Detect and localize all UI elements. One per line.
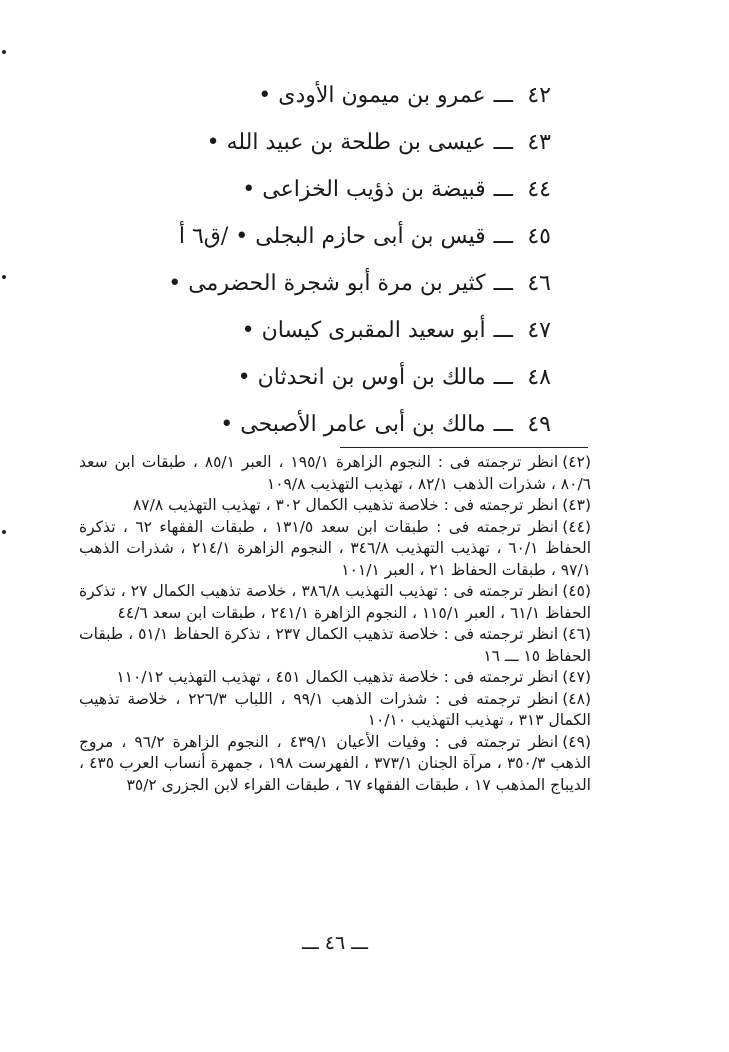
list-item [131, 354, 551, 401]
entry-number: ٤٥ [527, 224, 551, 249]
footnotes [79, 452, 591, 796]
narrator-list [131, 72, 551, 448]
footnote [79, 667, 591, 689]
footnote-text: انظر ترجمته فى : خلاصة تذهيب الكمال ٣٠٢ ، تهذيب التهذيب ٨٧/٨ [132, 496, 559, 514]
margin-dot [2, 50, 6, 54]
list-item [131, 260, 551, 307]
footnote-number: (٤٣) [562, 496, 591, 514]
footnote [79, 495, 591, 517]
entry-text: عيسى بن طلحة بن عبيد الله • [206, 130, 486, 155]
footnote-text: انظر ترجمته فى : طبقات ابن سعد ١٣١/٥ ، طبقات الفقهاء ٦٢ ، تذكرة الحفاظ ٦٠/١ ، تهذيب التهذيب ٣٤٦/٨ ، النجوم الزاهرة ٢١٤/١ ، شذرات الذهب ٩٧/١ ، طبقات الحفاظ ٢١ ، العبر ١٠١/١ [79, 517, 592, 579]
footnote [79, 689, 591, 732]
page-number: ـــ ٤٦ ـــ [302, 932, 368, 954]
entry-text: قيس بن أبى حازم البجلى • /ق٦ أ [178, 224, 486, 249]
footnote-text: انظر ترجمته فى : خلاصة تذهيب الكمال ٢٣٧ ، تذكرة الحفاظ ٥١/١ ، طبقات الحفاظ ١٥ ـــ ١٦ [79, 625, 591, 665]
entry-dash: ـــ [493, 318, 513, 343]
footnote [79, 581, 591, 624]
footnote [79, 732, 591, 797]
entry-dash: ـــ [493, 177, 513, 202]
entry-number: ٤٦ [527, 271, 551, 296]
footnote-number: (٤٧) [562, 668, 591, 686]
entry-text: مالك بن أوس بن انحدثان • [237, 365, 486, 390]
footnote-text: انظر ترجمته فى : شذرات الذهب ٩٩/١ ، اللباب ٢٢٦/٣ ، خلاصة تذهيب الكمال ٣١٣ ، تهذيب التهذيب ١٠/١٠ [79, 689, 591, 729]
list-item [131, 72, 551, 119]
footnote-number: (٤٥) [562, 582, 592, 600]
footnote [79, 517, 591, 582]
footnote-number: (٤٢) [562, 453, 591, 471]
entry-text: مالك بن أبى عامر الأصبحى • [220, 412, 486, 437]
entry-dash: ـــ [493, 83, 513, 108]
footnote [79, 452, 591, 495]
entry-number: ٤٧ [527, 318, 551, 343]
entry-number: ٤٩ [527, 412, 551, 437]
list-item [131, 119, 551, 166]
footnote-number: (٤٩) [562, 732, 592, 751]
entry-text: كثير بن مرة أبو شجرة الحضرمى • [168, 271, 486, 296]
entry-number: ٤٤ [527, 177, 551, 202]
footnote-text: انظر ترجمته فى : وفيات الأعيان ٤٣٩/١ ، النجوم الزاهرة ٩٦/٢ ، مروج الذهب ٣٥٠/٣ ، مرآة الجنان ٣٧٣/١ ، الفهرست ١٩٨ ، جمهرة أنساب العرب ٤٣٥ ، الديباج المذهب ١٧ ، طبقات الفقهاء ٦٧ ، طبقات القراء لابن الجزرى ٣٥/٢ [79, 732, 591, 794]
entry-text: أبو سعيد المقبرى كيسان • [241, 318, 486, 343]
footnote-divider [340, 447, 588, 448]
list-item [131, 166, 551, 213]
list-item [131, 307, 551, 354]
entry-dash: ـــ [493, 365, 513, 390]
footnote-text: انظر ترجمته فى : خلاصة تذهيب الكمال ٤٥١ ، تهذيب التهذيب ١١٠/١٢ [116, 668, 559, 686]
entry-number: ٤٣ [527, 130, 551, 155]
entry-text: قبيضة بن ذؤيب الخزاعى • [242, 177, 486, 202]
entry-number: ٤٢ [527, 83, 551, 108]
footnote-number: (٤٨) [562, 689, 592, 708]
entry-dash: ـــ [493, 130, 513, 155]
entry-dash: ـــ [493, 412, 513, 437]
footnote-text: انظر ترجمته فى : تهذيب التهذيب ٣٨٦/٨ ، خلاصة تذهيب الكمال ٢٧ ، تذكرة الحفاظ ٦١/١ ، العبر ١١٥/١ ، النجوم الزاهرة ٢٤١/١ ، طبقات ابن سعد ٤٤/٦ [79, 582, 591, 622]
list-item [131, 213, 551, 260]
list-item [131, 401, 551, 448]
entry-dash: ـــ [493, 224, 513, 249]
entry-number: ٤٨ [527, 365, 551, 390]
footnote-number: (٤٦) [562, 625, 591, 643]
entry-text: عمرو بن ميمون الأودى • [258, 83, 486, 108]
margin-dot [2, 275, 6, 279]
footnote-text: انظر ترجمته فى : النجوم الزاهرة ١٩٥/١ ، العبر ٨٥/١ ، طبقات ابن سعد ٨٠/٦ ، شذرات الذهب ٨٢/١ ، تهذيب التهذيب ١٠٩/٨ [79, 453, 591, 493]
margin-dot [2, 530, 6, 534]
footnote-number: (٤٤) [562, 517, 592, 536]
footnote [79, 624, 591, 667]
entry-dash: ـــ [493, 271, 513, 296]
